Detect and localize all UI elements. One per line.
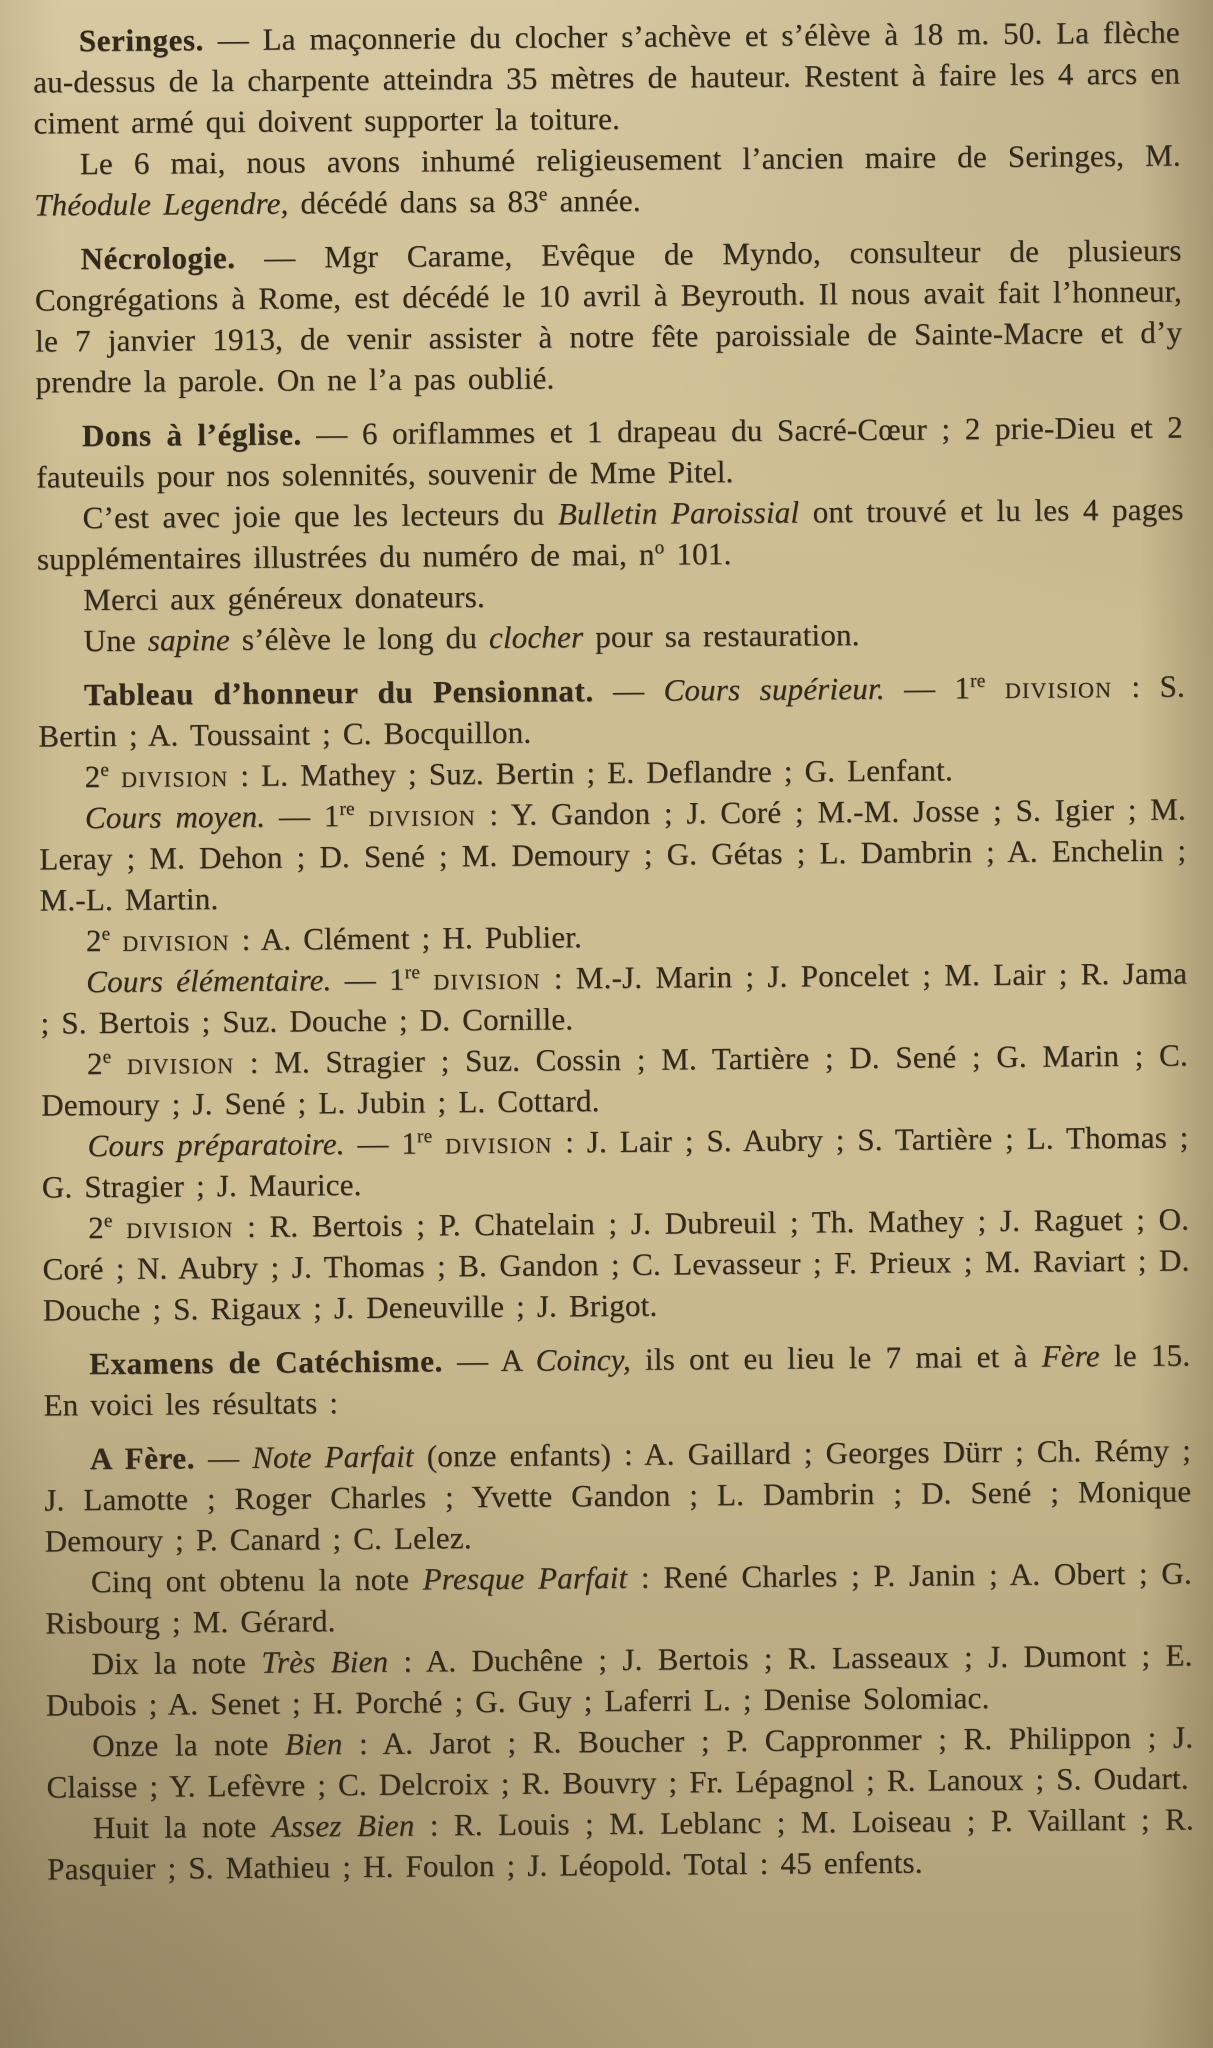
- text-run: A Fère.: [89, 1440, 196, 1477]
- text-run: division: [1004, 669, 1113, 705]
- necrologie-paragraph: [34, 230, 1182, 403]
- text-run: s’élève le long du: [229, 619, 490, 658]
- text-run: —: [194, 1439, 253, 1476]
- text-run: Le 6 mai, nous avons inhumé religieusement l’ancien maire de Seringes, M.: [79, 137, 1181, 182]
- text-run: 2: [88, 1210, 105, 1246]
- text-run: division: [120, 758, 229, 794]
- text-run: — 1: [265, 798, 340, 834]
- text-run: e: [100, 759, 110, 781]
- text-run: Fère: [1041, 1338, 1100, 1374]
- text-run: Très Bien: [261, 1643, 389, 1680]
- text-run: : A. Jarot ; R. Boucher ; P. Cappronmer ; R. Philippon ; J. Claisse ; Y. Lefèvre ; C. Delcroix ; R. Bouvry ; Fr. Lépagnol ; R. Lanoux ; S. Oudart.: [46, 1719, 1194, 1805]
- seringes-obituary-paragraph: [34, 135, 1182, 226]
- text-run: : S. Bertin ; A. Toussaint ; C. Bocquillon.: [38, 668, 1186, 754]
- text-run: re: [416, 1126, 433, 1148]
- text-run: le 15. En voici les résultats :: [43, 1337, 1191, 1423]
- text-run: [109, 759, 121, 794]
- text-run: : L. Mathey ; Suz. Bertin ; E. Deflandre ; G. Lenfant.: [228, 752, 953, 794]
- text-run: e: [102, 1046, 112, 1068]
- text-run: Presque Parfait: [422, 1559, 628, 1597]
- text-run: Bien: [284, 1726, 343, 1762]
- text-run: ils ont eu lieu le 7 mai et à: [630, 1338, 1042, 1377]
- text-run: Coincy,: [535, 1341, 632, 1378]
- text-run: Une: [83, 622, 148, 659]
- text-run: division: [126, 1208, 234, 1245]
- text-run: Dix la note: [91, 1644, 262, 1682]
- text-run: 2: [86, 1046, 103, 1082]
- text-run: [111, 1046, 127, 1081]
- text-run: [112, 1210, 126, 1245]
- text-run: Nécrologie.: [80, 239, 236, 277]
- text-run: Cours préparatoire.: [87, 1126, 345, 1164]
- text-run: — 1: [331, 961, 405, 998]
- text-run: — A: [442, 1342, 536, 1379]
- text-run: [420, 961, 433, 996]
- dons-eglise-paragraph: [36, 407, 1184, 498]
- text-run: C’est avec joie que les lecteurs du: [82, 496, 558, 536]
- text-run: 2: [85, 923, 102, 959]
- note-presque-parfait-paragraph: [45, 1552, 1193, 1643]
- text-run: [110, 923, 122, 958]
- fere-note-parfait-paragraph: [44, 1429, 1192, 1561]
- text-run: décédé dans sa 83: [288, 183, 539, 221]
- text-run: (onze enfants) : A. Gaillard ; Georges Dürr ; Ch. Rémy ; J. Lamotte ; Roger Charles ; Yvette Gandon ; L. Dambrin ; D. Sené ; Monique Demoury ; P. Canard ; C. Lelez.: [44, 1432, 1192, 1559]
- text-run: o: [654, 537, 665, 559]
- cours-preparatoire-division2: [42, 1198, 1190, 1330]
- text-run: Examens de Catéchisme.: [89, 1343, 443, 1382]
- text-run: clocher: [488, 619, 584, 655]
- text-run: ont trouvé et lu les 4 pages supplémentaires illustrées du numéro de mai, n: [36, 491, 1184, 577]
- text-run: re: [404, 962, 421, 984]
- text-run: Théodule Legendre,: [33, 185, 289, 223]
- text-run: —: [593, 672, 664, 709]
- note-bien-paragraph: [46, 1716, 1194, 1807]
- text-run: Cours moyen.: [84, 798, 266, 836]
- text-run: : M. Stragier ; Suz. Cossin ; M. Tartière ; D. Sené ; G. Marin ; C. Demoury ; J. Sené ; L. Jubin ; L. Cottard.: [41, 1037, 1188, 1123]
- text-run: Assez Bien: [271, 1807, 415, 1844]
- text-run: 101.: [664, 536, 732, 572]
- text-run: Cours supérieur.: [663, 670, 885, 708]
- text-run: division: [122, 922, 230, 958]
- text-run: re: [339, 798, 355, 820]
- text-run: : Y. Gandon ; J. Coré ; M.-M. Josse ; S. Igier ; M. Leray ; M. Dehon ; D. Sené ; M. Demoury ; G. Gétas ; L. Dambrin ; A. Enchelin ; M.-L. Martin.: [39, 791, 1187, 918]
- text-run: — Mgr Carame, Evêque de Myndo, consulteur de plusieurs Congrégations à Rome, est décédé le 10 avril à Beyrouth. Il nous avait fait l’honneur, le 7 janvier 1913, de venir assister à notre fête paroissiale de Sainte-Macre et d’y prendre la parole. On ne l’a pas oublié.: [34, 232, 1183, 400]
- text-run: re: [970, 670, 986, 692]
- text-run: [985, 670, 1005, 705]
- sapine-clocher-paragraph: [37, 612, 1184, 662]
- text-run: division: [433, 960, 541, 997]
- note-assez-bien-paragraph: [47, 1798, 1195, 1889]
- text-run: 2: [84, 759, 101, 795]
- text-run: Cinq ont obtenu la note: [90, 1561, 423, 1600]
- text-run: Dons à l’église.: [81, 416, 302, 454]
- text-run: : René Charles ; P. Janin ; A. Obert ; G. Risbourg ; M. Gérard.: [45, 1555, 1193, 1641]
- text-run: Tableau d’honneur du Pensionnat.: [83, 673, 594, 713]
- text-run: : R. Bertois ; P. Chatelain ; J. Dubreuil ; Th. Mathey ; J. Raguet ; O. Coré ; N. Aubry ; J. Thomas ; B. Gandon ; C. Levasseur ; F. Prieux ; M. Raviart ; D. Douche ; S. Rigaux ; J. Deneuville ; J. Brigot.: [42, 1201, 1190, 1328]
- text-run: Note Parfait: [252, 1438, 414, 1475]
- cours-elementaire-division1: [40, 952, 1188, 1043]
- text-run: Bulletin Paroissial: [557, 494, 800, 532]
- tableau-honneur-cours-superieur-division1: [38, 666, 1186, 757]
- text-run: — La maçonnerie du clocher s’achève et s’élève à 18 m. 50. La flèche au-dessus de la charpente atteindra 35 mètres de hauteur. Restent à faire les 4 arcs en ciment armé qui doivent supporter la toiture.: [33, 14, 1181, 141]
- examens-catechisme-paragraph: [43, 1334, 1191, 1425]
- text-run: division: [368, 797, 476, 833]
- cours-elementaire-division2: [41, 1034, 1189, 1125]
- text-run: e: [103, 1210, 113, 1232]
- cours-moyen-division1: [39, 789, 1187, 921]
- text-run: Merci aux généreux donateurs.: [83, 578, 486, 618]
- note-tres-bien-paragraph: [45, 1634, 1193, 1725]
- text-run: division: [444, 1124, 553, 1161]
- cours-preparatoire-division1: [41, 1116, 1189, 1207]
- text-run: Onze la note: [92, 1726, 286, 1764]
- text-run: — 1: [344, 1125, 418, 1162]
- bulletin-paroissial-paragraph: [36, 489, 1184, 580]
- text-run: sapine: [147, 622, 231, 658]
- text-run: Huit la note: [92, 1808, 272, 1846]
- text-run: e: [101, 923, 111, 945]
- text-run: e: [538, 184, 548, 206]
- text-run: : M.-J. Marin ; J. Poncelet ; M. Lair ; R. Jama ; S. Bertois ; Suz. Douche ; D. Cornille.: [40, 955, 1188, 1041]
- text-run: : R. Louis ; M. Leblanc ; M. Loiseau ; P. Vaillant ; R. Pasquier ; S. Mathieu ; H. Foulon ; J. Léopold. Total : 45 enfents.: [47, 1801, 1194, 1887]
- text-run: année.: [547, 182, 641, 219]
- text-run: — 6 oriflammes et 1 drapeau du Sacré-Cœur ; 2 prie-Dieu et 2 fauteuils pour nos solennités, souvenir de Mme Pitel.: [36, 409, 1184, 495]
- text-run: division: [126, 1044, 235, 1081]
- text-run: : A. Duchêne ; J. Bertois ; R. Lasseaux ; J. Dumont ; E. Dubois ; A. Senet ; H. Porché ; G. Guy ; Laferri L. ; Denise Solomiac.: [45, 1637, 1193, 1723]
- text-run: : A. Clément ; H. Publier.: [229, 919, 583, 958]
- text-run: — 1: [884, 670, 971, 706]
- text-run: Seringes.: [78, 22, 205, 59]
- text-run: Cours élémentaire.: [86, 962, 332, 1000]
- text-run: [432, 1125, 445, 1160]
- seringes-heading-paragraph: [33, 12, 1181, 144]
- text-run: pour sa restauration.: [583, 617, 860, 655]
- text-run: : J. Lair ; S. Aubry ; S. Tartière ; L. Thomas ; G. Stragier ; J. Maurice.: [41, 1119, 1189, 1205]
- document-content: [33, 12, 1195, 1890]
- text-run: [355, 798, 369, 833]
